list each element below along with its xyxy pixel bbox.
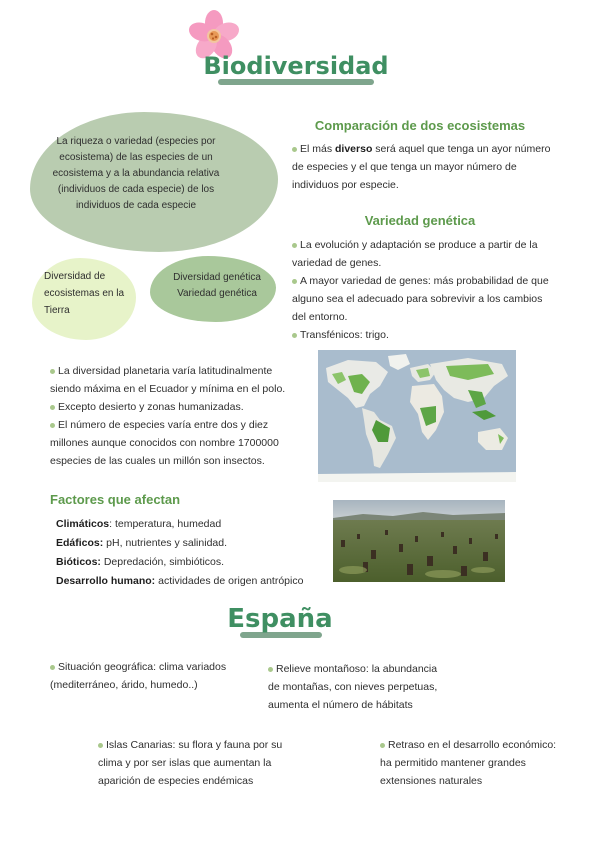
spain-item-relief: Relieve montañoso: la abundancia de montañas, con nieves perpetuas, aumenta el número de hábitats xyxy=(268,663,438,711)
bullet-dot xyxy=(292,147,297,152)
spain-item-geography: Situación geográfica: clima variados (mediterráneo, árido, humedo..) xyxy=(50,661,227,691)
bullet-dot xyxy=(50,369,55,374)
list-item: Transfénicos: trigo. xyxy=(292,326,554,344)
list-item: La evolución y adaptación se produce a partir de la variedad de genes. xyxy=(292,239,538,269)
list-item: Desarrollo humano: actividades de origen antrópico xyxy=(56,575,304,587)
bubble-ecosystems-text: Diversidad de ecosistemas en la Tierra xyxy=(44,271,125,316)
comparison-text: El más diverso será aquel que tenga un ayor número de especies y el que tenga un mayor número de individuos por especie. xyxy=(292,143,551,191)
genetic-heading: Variedad genética xyxy=(364,213,476,228)
list-item: A mayor variedad de genes: más probabilidad de que alguno sea el adecuado para sobrevivir a los cambios del entorno. xyxy=(292,275,549,323)
genetic-list xyxy=(292,236,554,344)
factors-heading: Factores que afectan xyxy=(50,492,181,507)
spain-item-economy: Retraso en el desarrollo económico: ha permitido mantener grandes extensiones naturales xyxy=(380,739,557,787)
bullet-dot xyxy=(50,665,55,670)
bullet-dot xyxy=(50,405,55,410)
bullet-dot xyxy=(292,243,297,248)
list-item: El número de especies varía entre dos y diez millones aunque conocidos con nombre 1700000 especies de las cuales un millón son insectos. xyxy=(50,419,279,467)
bubble-genetic-text: Diversidad genética Variedad genética xyxy=(173,272,261,299)
planet-list xyxy=(50,362,298,470)
bullet-dot xyxy=(98,743,103,748)
factors-list xyxy=(56,515,326,591)
comparison-heading: Comparación de dos ecosistemas xyxy=(314,118,526,133)
list-item: La diversidad planetaria varía latitudinalmente siendo máxima en el Ecuador y mínima en el polo. xyxy=(50,365,286,395)
world-map-image xyxy=(318,350,516,482)
page-title: Biodiversidad xyxy=(203,52,389,80)
deforestation-photo xyxy=(333,500,505,582)
list-item: Climáticos: temperatura, humedad xyxy=(56,518,222,530)
bullet-dot xyxy=(292,333,297,338)
list-item: Bióticos: Depredación, simbióticos. xyxy=(56,556,225,568)
bullet-dot xyxy=(292,279,297,284)
spain-item-canarias: Islas Canarias: su flora y fauna por su clima y por ser islas que aumentan la aparición de especies endémicas xyxy=(98,739,283,787)
spain-title: España xyxy=(227,604,333,634)
bullet-dot xyxy=(50,423,55,428)
list-item: Excepto desierto y zonas humanizadas. xyxy=(50,398,298,416)
bullet-dot xyxy=(268,667,273,672)
definition-text: La riqueza o variedad (especies por ecosistema) de las especies de un ecosistema y a la abundancia relativa (individuos de cada especie) de los individuos de cada especie xyxy=(52,136,220,211)
list-item: Edáficos: pH, nutrientes y salinidad. xyxy=(56,537,227,549)
bullet-dot xyxy=(380,743,385,748)
